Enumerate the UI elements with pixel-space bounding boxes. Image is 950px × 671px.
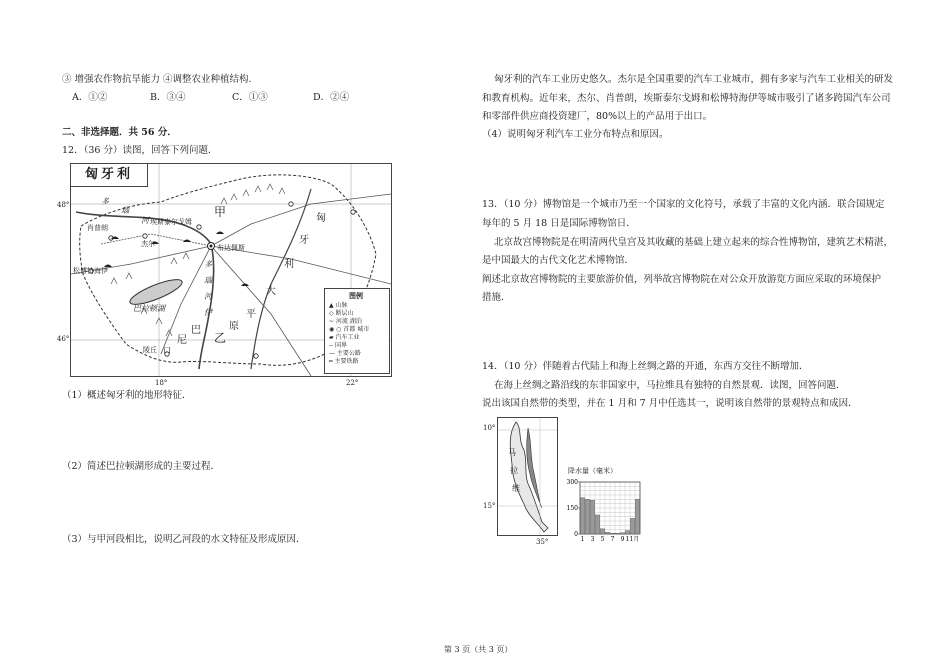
choice-c[interactable]: C．①③ <box>232 92 268 103</box>
x-tick-label: 5 <box>600 536 605 543</box>
page-footer: 第 3 页（共 3 页） <box>444 645 513 654</box>
malawi-char-wei: 维 <box>512 484 520 493</box>
lon-18: 18° <box>155 379 168 387</box>
q13-line1: 13．（10 分）博物馆是一个城市乃至一个国家的文化符号，承载了丰富的文化内涵．联合国规定 <box>482 199 885 210</box>
malawi-map <box>497 417 558 536</box>
bar-month-8 <box>615 533 619 534</box>
q14-line3: 说出该国自然带的类型，并在 1 月和 7 月中任选其一，说明该自然带的景观特点和成因． <box>482 398 858 409</box>
label-ping: 平 <box>246 309 256 320</box>
malawi-lat-15: 15° <box>483 502 496 510</box>
lat-46: 46° <box>57 335 70 343</box>
bar-month-4 <box>595 515 599 534</box>
bar-month-1 <box>580 498 584 534</box>
label-yi: 乙 <box>214 331 227 345</box>
malawi-lat-10: 10° <box>483 424 496 432</box>
q13-line2: 每年的 5 月 18 日是国际博物馆日． <box>482 218 636 229</box>
label-da: 大 <box>266 286 276 297</box>
legend-item-river: ~ 河流 湖泊 <box>329 318 362 325</box>
bar-month-2 <box>585 499 589 534</box>
legend-item-car: ▰ 汽车工业 <box>329 334 360 341</box>
label-ni: 尼 <box>177 335 187 346</box>
bar-month-9 <box>620 533 624 534</box>
legend-item-border: -- 国界 <box>329 342 347 349</box>
label-duo: 多 <box>101 197 109 206</box>
q13-line4: 是中国最大的古代文化艺术博物馆． <box>482 255 635 266</box>
legend-item-rail: ═ 主要铁路 <box>329 358 359 365</box>
x-tick-label: 3 <box>590 536 595 543</box>
q12-sub3: （3）与甲河段相比，说明乙河段的水文特征及形成原因． <box>62 534 306 545</box>
label-yi2: 伊 <box>204 308 212 317</box>
bar-month-3 <box>590 500 594 534</box>
q13-line3: 北京故宫博物院是在明清两代皇宫及其收藏的基础上建立起来的综合性博物馆，建筑艺术精湛， <box>494 237 894 248</box>
choice-a[interactable]: A．①② <box>72 92 108 103</box>
city-xiaopulang: 肖普朗 <box>87 224 108 232</box>
bar-month-6 <box>605 532 609 534</box>
bar-month-10 <box>625 531 629 534</box>
city-jieer: 杰尔 <box>141 240 155 248</box>
legend-item-city: ◉ ○ 首都 城市 <box>329 326 370 333</box>
q12-intro: 12．（36 分）读图，回答下列问题． <box>62 145 218 156</box>
bar-month-12 <box>635 499 639 534</box>
label-yuan: 原 <box>229 321 239 332</box>
label-li: 利 <box>284 259 294 270</box>
bar-month-11 <box>630 518 634 534</box>
bar-month-7 <box>610 533 614 534</box>
city-aisitaier: 埃斯泰尔戈姆 <box>150 218 192 226</box>
q13-line5: 阐述北京故宫博物院的主要旅游价值，列举故宫博物院在对公众开放游览方面应采取的环境保护 <box>482 274 882 285</box>
legend-item-fault: ◇ 断层山 <box>329 310 354 317</box>
y-tick-label: 300 <box>566 479 578 486</box>
malawi-lon-35: 35° <box>536 538 549 546</box>
q14-line1: 14．（10 分）伴随着古代陆上和海上丝绸之路的开通，东西方交往不断增加． <box>482 361 809 372</box>
label-nao: 瑙 <box>121 206 129 215</box>
label-nao2: 瑙 <box>204 276 212 285</box>
q12-p1-line3: 和零部件供应商投资建厂，80%以上的产品用于出口。 <box>482 111 713 122</box>
city-pecs: 陵丘 <box>143 346 157 354</box>
city-budapest: 布达佩斯 <box>217 244 245 252</box>
malawi-char-ma: 马 <box>508 448 516 457</box>
q12-p1-line1: 匈牙利的汽车工业历史悠久。杰尔是全国重要的汽车工业城市，拥有多家与汽车工业相关的研发 <box>494 74 894 85</box>
hungary-map <box>70 163 392 377</box>
q12-p1-line2: 和教育机构。近年来，杰尔、肖普朗，埃斯泰尔戈姆和松博特海伊等城市吸引了诸多跨国汽车公司 <box>482 93 891 104</box>
lake-balaton-label: 巴拉顿湖 <box>133 304 165 313</box>
map-legend <box>324 288 390 374</box>
q13-line6: 措施． <box>482 292 511 303</box>
options-line: ③ 增强农作物抗旱能力 ④调整农业种植结构. <box>62 74 252 85</box>
choice-d[interactable]: D．②④ <box>313 92 350 103</box>
choice-b[interactable]: B．③④ <box>150 92 186 103</box>
label-ya: 牙 <box>299 235 309 246</box>
q12-sub2: （2）简述巴拉顿湖形成的主要过程． <box>62 461 221 472</box>
label-duo2: 多 <box>204 260 212 269</box>
legend-item-road: — 主要公路 <box>329 350 361 357</box>
lat-48: 48° <box>57 201 70 209</box>
legend-title: 图例 <box>349 291 363 300</box>
q12-sub4: （4）说明匈牙利汽车工业分布特点和原因。 <box>482 129 669 140</box>
y-tick-label: 0 <box>574 531 578 538</box>
q12-sub1: （1）概述匈牙利的地形特征． <box>62 390 192 401</box>
malawi-char-la: 拉 <box>510 466 518 475</box>
city-songbotehaiyi: 松博特海伊 <box>73 267 108 275</box>
x-tick-label: 11月 <box>625 536 640 543</box>
malawi-drawing <box>498 418 557 535</box>
x-tick-label: 7 <box>610 536 615 543</box>
chart-title: 降水量（毫米） <box>568 467 617 475</box>
section-title: 二、非选择题．共 56 分． <box>62 127 177 138</box>
precip-chart <box>560 476 650 548</box>
lon-22: 22° <box>346 379 359 387</box>
label-jia: 甲 <box>214 205 227 219</box>
label-he2: 河 <box>204 292 212 301</box>
label-kou: 口 <box>163 346 171 355</box>
label-he: 河 <box>141 216 149 225</box>
x-tick-label: 1 <box>580 536 585 543</box>
bar-month-5 <box>600 529 604 534</box>
y-tick-label: 150 <box>566 505 578 512</box>
map-title: 匈牙利 <box>71 164 148 187</box>
q14-line2: 在海上丝绸之路沿线的东非国家中，马拉维具有独特的自然景观．读图，回答问题． <box>494 380 846 391</box>
x-tick-label: 9 <box>620 536 625 543</box>
label-ba: 巴 <box>191 325 201 336</box>
legend-item-mountain: ▲ 山脉 <box>329 302 348 309</box>
label-xiong: 匈 <box>316 213 326 224</box>
